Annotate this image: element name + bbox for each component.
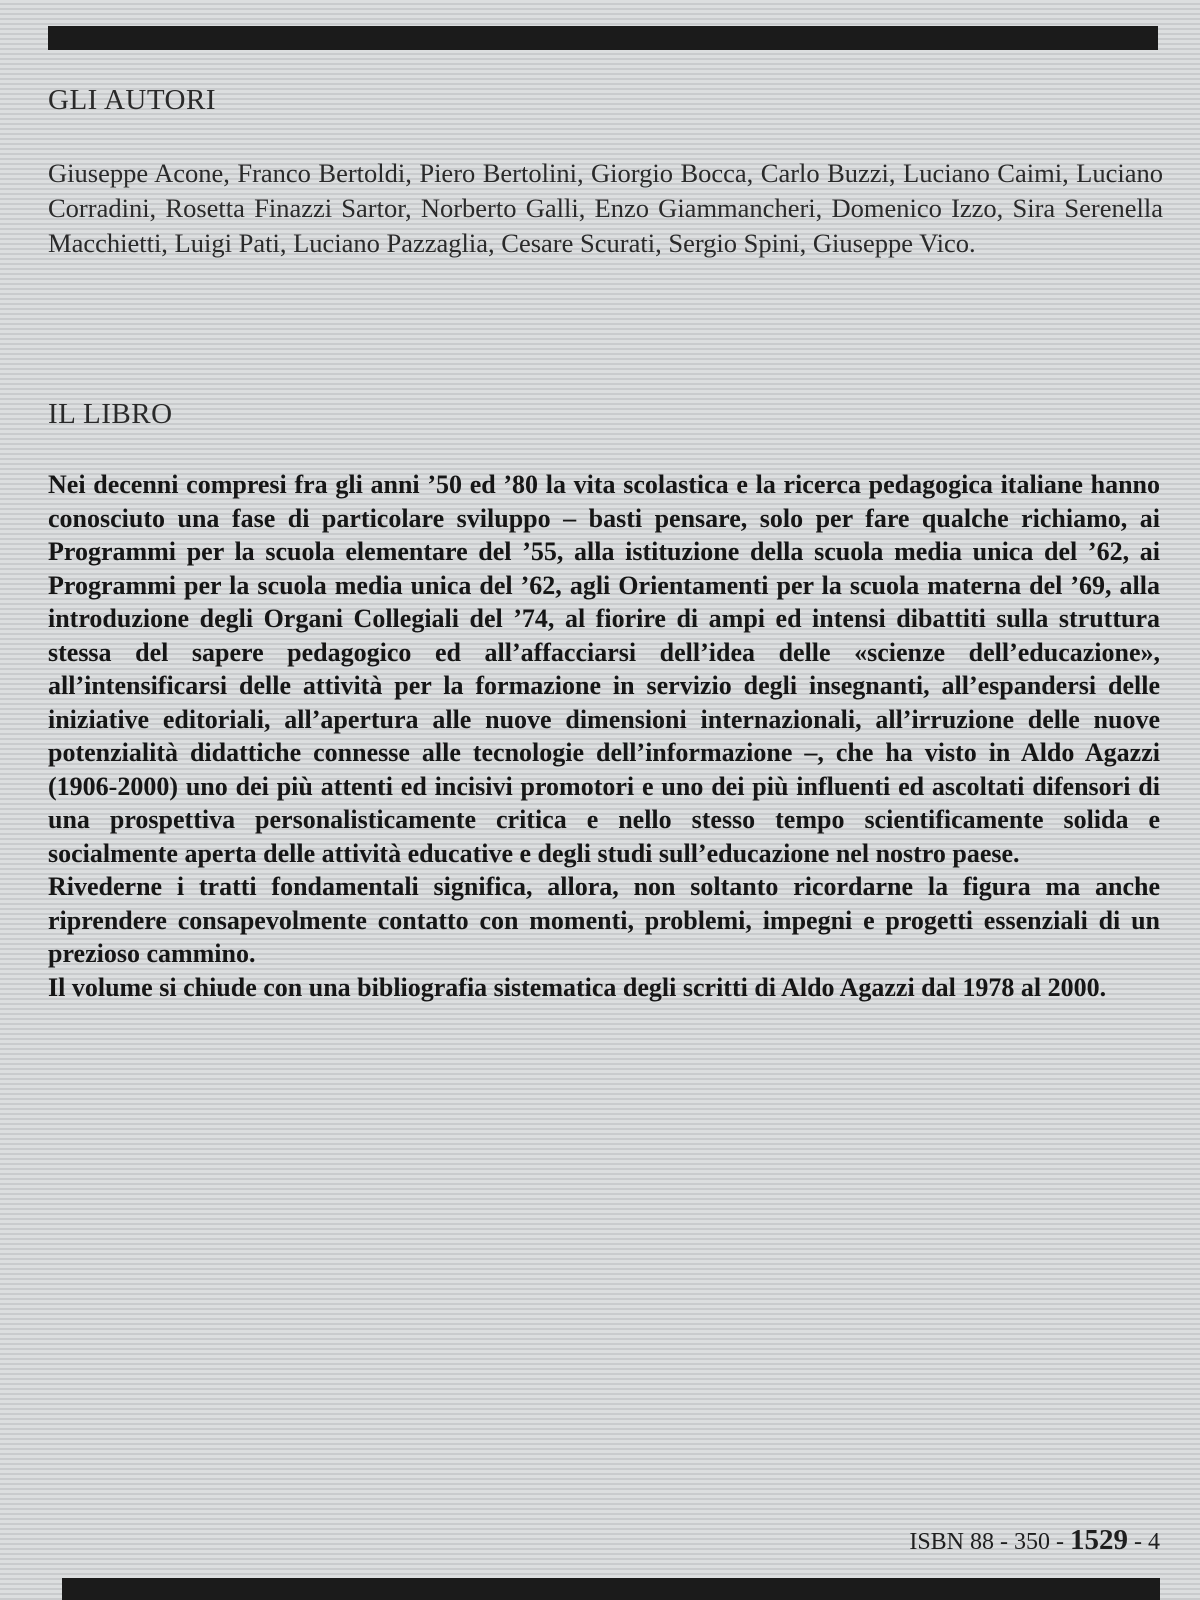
- book-description: [48, 468, 1160, 1004]
- bottom-rule: [62, 1578, 1160, 1600]
- isbn-code: 1529: [1070, 1524, 1128, 1556]
- isbn-suffix: - 4: [1128, 1529, 1160, 1555]
- authors-list: Giuseppe Acone, Franco Bertoldi, Piero Bertolini, Giorgio Bocca, Carlo Buzzi, Luciano Caimi, Luciano Corradini, Rosetta Finazzi Sartor, Norberto Galli, Enzo Giammancheri, Domenico Izzo, Sira Serenella Macchietti, Luigi Pati, Luciano Pazzaglia, Cesare Scurati, Sergio Spini, Giuseppe Vico.: [48, 158, 1163, 258]
- isbn-prefix: ISBN 88 - 350 -: [909, 1529, 1070, 1555]
- book-heading: IL LIBRO: [48, 398, 173, 430]
- top-rule: [48, 26, 1158, 50]
- isbn-line: [909, 1524, 1160, 1557]
- book-paragraph-2: Rivederne i tratti fondamentali significa, allora, non soltanto ricordarne la figura ma anche riprendere consapevolmente contatto con momenti, problemi, impegni e progetti essenziali di un prezioso cammino.: [48, 872, 1160, 968]
- book-paragraph-3: Il volume si chiude con una bibliografia sistematica degli scritti di Aldo Agazzi dal 1978 al 2000.: [48, 972, 1107, 1002]
- authors-heading: GLI AUTORI: [48, 84, 216, 116]
- book-paragraph-1: Nei decenni compresi fra gli anni ’50 ed ’80 la vita scolastica e la ricerca pedagogica italiane hanno conosciuto una fase di particolare sviluppo – basti pensare, solo per fare qualche richiamo, ai Programmi per la scuola elementare del ’55, alla istituzione della scuola media unica del ’62, ai Programmi per la scuola media unica del ’62, agli Orientamenti per la scuola materna del ’69, alla introduzione degli Organi Collegiali del ’74, al fiorire di ampi ed intensi dibattiti sulla struttura stessa del sapere pedagogico ed all’affacciarsi dell’idea delle «scienze dell’educazione», all’intensificarsi delle attività per la formazione in servizio degli insegnanti, all’espandersi delle iniziative editoriali, all’apertura alle nuove dimensioni internazionali, all’irruzione delle nuove potenzialità didattiche connesse alle tecnologie dell’informazione –, che ha visto in Aldo Agazzi (1906-2000) uno dei più attenti ed incisivi promotori e uno dei più influenti ed ascoltati difensori di una prospettiva personalisticamente critica e nello stesso tempo scientificamente solida e socialmente aperta delle attività educative e degli studi sull’educazione nel nostro paese.: [48, 470, 1160, 868]
